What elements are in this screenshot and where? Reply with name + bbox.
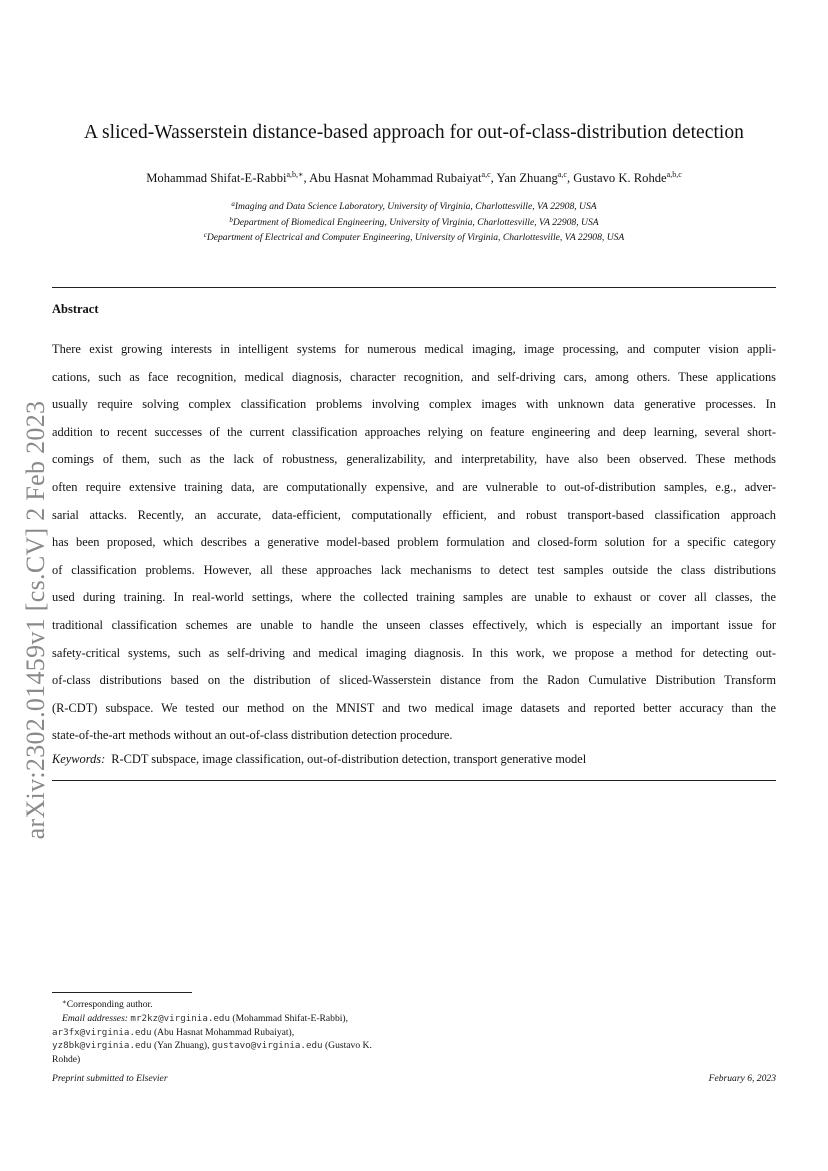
author-separator: , (303, 171, 310, 185)
author-name: Gustavo K. Rohde (573, 171, 667, 185)
abstract-line: addition to recent successes of the current classification approaches relying on feature engineering and deep learning, several short- (52, 424, 776, 439)
abstract-line: sarial attacks. Recently, an accurate, data-efficient, computationally efficient, and robust transport-based classification approach (52, 507, 776, 522)
abstract-line: usually require solving complex classification problems involving complex images with unknown data generative processes. In (52, 397, 776, 412)
abstract-line: has been proposed, which describes a generative model-based problem formulation and closed-form solution for a specific category (52, 535, 776, 550)
author-name: Yan Zhuang (496, 171, 558, 185)
email-owner: (Abu Hasnat Mohammad Rubaiyat), (153, 1026, 295, 1038)
abstract-line: comings of them, such as the lack of robustness, generalizability, and interpretability, have also been observed. These methods (52, 452, 776, 467)
keywords-text: R-CDT subspace, image classification, out-of-distribution detection, transport generative model (111, 752, 587, 766)
submission-date: February 6, 2023 (708, 1073, 776, 1084)
abstract-line: state-of-the-art methods without an out-of-class distribution detection procedure. (52, 728, 453, 743)
footnote (52, 996, 382, 1067)
abstract-line: used during training. In real-world settings, where the collected training samples are unable to exhaust or cover all classes, the (52, 590, 776, 605)
author-name: Abu Hasnat Mohammad Rubaiyat (309, 171, 482, 185)
author-affiliation-mark: a,c (557, 170, 567, 179)
top-divider (52, 287, 776, 288)
email-owner: (Yan Zhuang), (153, 1040, 212, 1052)
preprint-note: Preprint submitted to Elsevier (52, 1073, 168, 1084)
author-affiliation-mark: a,b,c (666, 170, 682, 179)
abstract-line: safety-critical systems, such as self-driving and medical imaging diagnosis. In this work, we propose a method for detecting out- (52, 645, 776, 660)
email-label: Email addresses: (62, 1012, 128, 1024)
corresponding-mark: ∗ (62, 998, 67, 1006)
paper-title: A sliced-Wasserstein distance-based approach for out-of-class-distribution detection (83, 122, 744, 143)
author-affiliation-mark: a,b,∗ (286, 170, 304, 179)
abstract-line: (R-CDT) subspace. We tested our method on the MNIST and two medical image datasets and reported better accuracy than the (52, 700, 776, 715)
bottom-divider (52, 780, 776, 781)
author-affiliation-mark: a,c (481, 170, 491, 179)
email-address-link[interactable]: mr2kz@virginia.edu (130, 1012, 230, 1024)
affiliation-mark: b (229, 215, 233, 224)
email-address-link[interactable]: ar3fx@virginia.edu (52, 1026, 152, 1038)
affiliation (0, 229, 828, 245)
affiliation-text: Department of Biomedical Engineering, University of Virginia, Charlottesville, VA 22908, USA (232, 216, 599, 228)
email-owner: (Gustavo K. Rohde) (52, 1040, 372, 1066)
email-addresses (52, 1012, 382, 1067)
email-address-link[interactable]: yz8bk@virginia.edu (52, 1040, 152, 1052)
abstract-line: traditional classification schemes are unable to handle the unseen classes effectively, which is especially an important issue for (52, 617, 776, 632)
email-owner: (Mohammad Shifat-E-Rabbi), (232, 1012, 349, 1024)
abstract-body (52, 336, 776, 750)
author-separator: , (490, 171, 497, 185)
footnote-divider (52, 992, 192, 993)
abstract-line: often require extensive training data, are computationally expensive, and are vulnerable to out-of-distribution samples, e.g., adver- (52, 479, 776, 494)
affiliation-list (0, 198, 828, 245)
keywords-label: Keywords: (52, 752, 106, 766)
keywords-line (52, 752, 586, 767)
affiliation-text: Department of Electrical and Computer Engineering, University of Virginia, Charlottesville, VA 22908, USA (206, 232, 625, 243)
affiliation-mark: a (231, 200, 235, 208)
corresponding-author-note: ∗Corresponding author. (62, 998, 153, 1010)
abstract-line: cations, such as face recognition, medical diagnosis, character recognition, and self-driving cars, among others. These applications (52, 369, 776, 384)
arxiv-identifier-stamp: arXiv:2302.01459v1 [cs.CV] 2 Feb 2023 (21, 400, 50, 840)
author-list (0, 170, 828, 186)
author-name: Mohammad Shifat-E-Rabbi (146, 171, 287, 185)
abstract-heading: Abstract (52, 302, 99, 316)
affiliation-mark: c (203, 231, 207, 239)
email-address-link[interactable]: gustavo@virginia.edu (211, 1040, 323, 1052)
abstract-line: of classification problems. However, all these approaches lack mechanisms to detect test samples outside the class distributions (52, 562, 776, 577)
abstract-line: There exist growing interests in intelligent systems for numerous medical imaging, image processing, and computer vision appli- (52, 342, 776, 356)
affiliation (0, 214, 828, 230)
author-separator: , (566, 171, 574, 185)
abstract-line: of-class distributions based on the distribution of sliced-Wasserstein distance from the Radon Cumulative Distribution Transform (52, 673, 776, 688)
affiliation-text: Imaging and Data Science Laboratory, University of Virginia, Charlottesville, VA 22908, USA (234, 201, 597, 212)
affiliation (0, 198, 828, 214)
